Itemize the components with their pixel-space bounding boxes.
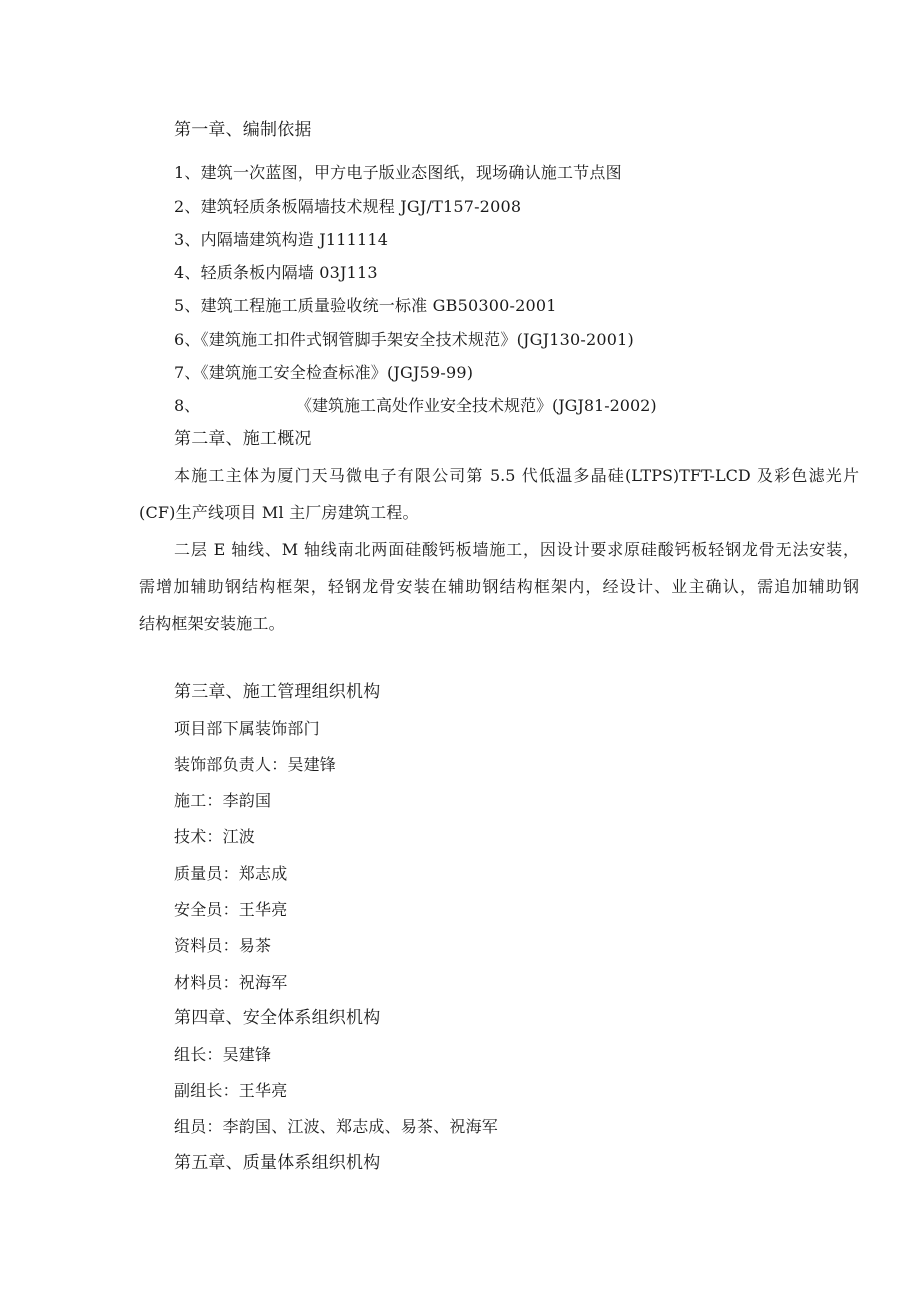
chapter-1-item-7: 7、《建筑施工安全检查标准》(JGJ59-99) (174, 363, 474, 382)
chapter-3-line-7: 资料员：易茶 (174, 936, 272, 955)
chapter-4-line-2: 副组长：王华亮 (174, 1081, 288, 1100)
chapter-1-item-8-number: 8、 (174, 396, 201, 415)
chapter-3-line-1: 项目部下属装饰部门 (174, 719, 320, 738)
chapter-4-line-1: 组长：吴建锋 (174, 1045, 272, 1064)
chapter-3-line-8: 材料员：祝海军 (174, 973, 288, 992)
chapter-3-title: 第三章、施工管理组织机构 (174, 682, 381, 702)
chapter-3-line-4: 技术：江波 (174, 827, 256, 846)
chapter-1-item-3: 3、内隔墙建筑构造 J111114 (174, 230, 389, 249)
chapter-3-line-6: 安全员：王华亮 (174, 900, 288, 919)
chapter-2-para-1-line-1: 本施工主体为厦门天马微电子有限公司第 5.5 代低温多晶硅(LTPS)TFT-LCD 及彩色滤光片 (174, 466, 859, 485)
chapter-1-item-8-text: 《建筑施工高处作业安全技术规范》(JGJ81-2002) (296, 396, 657, 415)
chapter-4-line-3: 组员：李韵国、江波、郑志成、易茶、祝海军 (174, 1117, 499, 1136)
chapter-2-para-2-line-1: 二层 E 轴线、M 轴线南北两面硅酸钙板墙施工，因设计要求原硅酸钙板轻钢龙骨无法安装， (174, 540, 859, 559)
chapter-2-para-2-line-2: 需增加辅助钢结构框架，轻钢龙骨安装在辅助钢结构框架内，经设计、业主确认，需追加辅助钢 (139, 577, 859, 596)
chapter-3-line-2: 装饰部负责人：吴建锋 (174, 755, 337, 774)
chapter-3-line-5: 质量员：郑志成 (174, 864, 288, 883)
chapter-2-para-2-line-3: 结构框架安装施工。 (139, 614, 285, 633)
chapter-5-title: 第五章、质量体系组织机构 (174, 1153, 381, 1173)
chapter-2-title: 第二章、施工概况 (174, 429, 312, 449)
chapter-2-para-1-line-2: (CF)生产线项目 Ml 主厂房建筑工程。 (139, 503, 419, 522)
chapter-1-item-6: 6、《建筑施工扣件式钢管脚手架安全技术规范》(JGJ130-2001) (174, 330, 634, 349)
chapter-1-item-2: 2、建筑轻质条板隔墙技术规程 JGJ/T157-2008 (174, 197, 522, 216)
chapter-1-item-5: 5、建筑工程施工质量验收统一标准 GB50300-2001 (174, 296, 557, 315)
chapter-1-item-1: 1、建筑一次蓝图，甲方电子版业态图纸，现场确认施工节点图 (174, 163, 622, 182)
chapter-1-title: 第一章、编制依据 (174, 120, 312, 140)
chapter-1-item-4: 4、轻质条板内隔墙 03J113 (174, 263, 378, 282)
chapter-3-line-3: 施工：李韵国 (174, 791, 272, 810)
chapter-4-title: 第四章、安全体系组织机构 (174, 1008, 381, 1028)
